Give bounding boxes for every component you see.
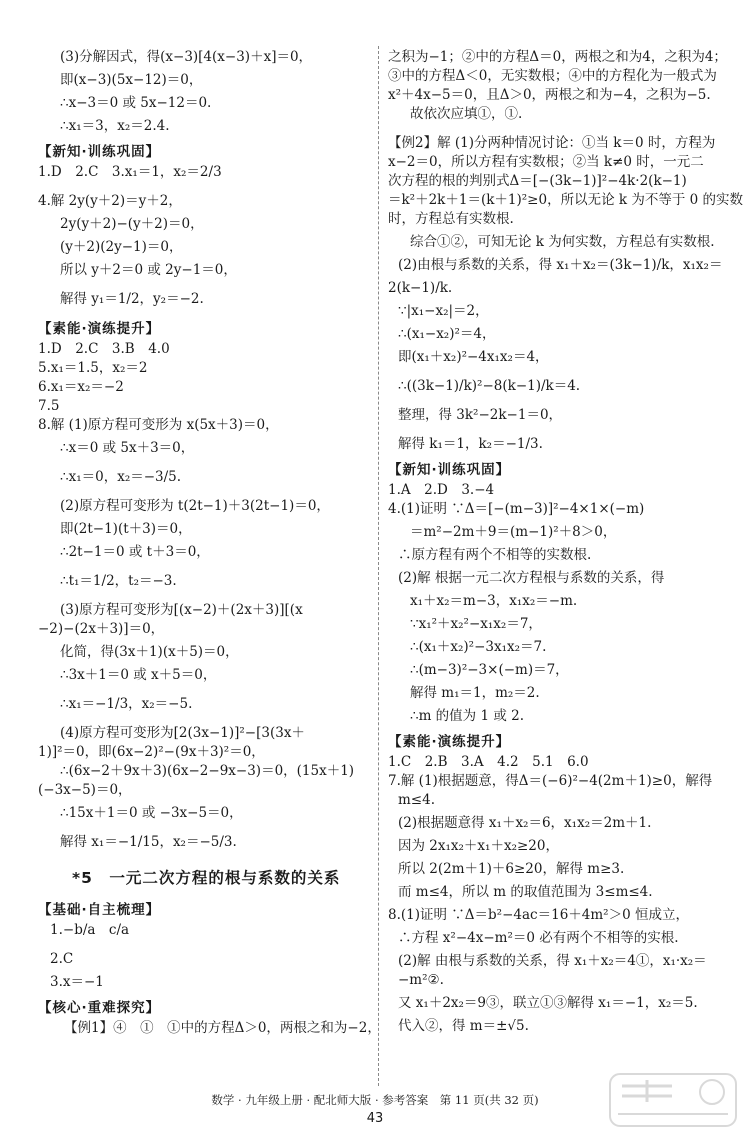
right-column bbox=[388, 48, 744, 1036]
text-line: 8.(1)证明 ∵Δ＝b²−4ac＝16＋4m²＞0 恒成立， bbox=[388, 907, 689, 923]
text-line: 1.D 2.C 3.x₁＝1，x₂＝2/3 bbox=[38, 164, 222, 180]
text-line: 1.−b/a c/a bbox=[50, 922, 130, 938]
text-line: ∴t₁＝1/2，t₂＝−3. bbox=[60, 573, 177, 589]
text-line: 3.x＝−1 bbox=[50, 974, 104, 990]
text-line: 解得 m₁＝1，m₂＝2. bbox=[410, 685, 540, 701]
text-line: 即(2t−1)(t＋3)＝0， bbox=[60, 521, 192, 537]
text-line: (−3x−5)＝0， bbox=[38, 782, 132, 798]
text-line: ∴x＝0 或 5x＋3＝0， bbox=[60, 440, 195, 456]
text-line: ③中的方程Δ＜0，无实数根；④中的方程化为一般式为 bbox=[388, 68, 717, 84]
text-line: 时，方程总有实数根. bbox=[388, 211, 514, 227]
text-line: (3)原方程可变形为[(x−2)＋(2x＋3)][(x bbox=[60, 602, 303, 618]
section-heading: 【素能·演练提升】 bbox=[38, 321, 161, 337]
text-line: (4)原方程可变形为[2(3x−1)]²−[3(3x＋ bbox=[60, 725, 305, 741]
column-divider bbox=[378, 46, 379, 1086]
text-line: ＝m²−2m＋9＝(m−1)²＋8＞0， bbox=[410, 524, 617, 540]
text-line: 1)]²＝0，即(6x−2)²−(9x＋3)²＝0， bbox=[38, 744, 265, 760]
section-heading: 【素能·演练提升】 bbox=[388, 734, 511, 750]
text-line: ∴(6x−2＋9x＋3)(6x−2−9x−3)＝0，(15x＋1) bbox=[60, 763, 355, 779]
text-line: ∴((3k−1)/k)²−8(k−1)/k＝4. bbox=[398, 378, 581, 394]
text-line: 【例1】④ ① ①中的方程Δ＞0，两根之和为−2， bbox=[64, 1020, 381, 1036]
page-footer: 数学 · 九年级上册 · 配北师大版 · 参考答案 第 11 页(共 32 页) bbox=[211, 1093, 539, 1107]
text-line: 【例2】解 (1)分两种情况讨论：①当 k＝0 时，方程为 bbox=[388, 135, 716, 151]
chapter-title: *5 一元二次方程的根与系数的关系 bbox=[72, 869, 341, 887]
text-line: 又 x₁＋2x₂＝9③，联立①③解得 x₁＝−1，x₂＝5. bbox=[398, 995, 698, 1011]
text-line: 综合①②，可知无论 k 为何实数，方程总有实数根. bbox=[410, 234, 715, 250]
section-heading: 【新知·训练巩固】 bbox=[38, 144, 161, 160]
text-line: 4.解 2y(y＋2)＝y＋2， bbox=[38, 193, 182, 209]
text-line: ∵x₁²＋x₂²−x₁x₂＝7， bbox=[410, 616, 542, 632]
text-line: x−2＝0，所以方程有实数根；②当 k≠0 时，一元二 bbox=[388, 154, 704, 170]
page-number: 43 bbox=[366, 1111, 384, 1126]
text-line: 1.A 2.D 3.−4 bbox=[388, 482, 495, 498]
text-line: 8.解 (1)原方程可变形为 x(5x＋3)＝0， bbox=[38, 417, 279, 433]
text-line: −2)−(2x＋3)]＝0， bbox=[38, 621, 165, 637]
text-line: 7.5 bbox=[38, 398, 60, 414]
text-line: ＝k²＋2k＋1＝(k＋1)²≥0，所以无论 k 为不等于 0 的实数 bbox=[388, 192, 744, 208]
text-line: x²＋4x−5＝0，且Δ＞0，两根之和为−4，之积为−5. bbox=[388, 87, 711, 103]
text-line: 次方程的根的判别式Δ＝[−(3k−1)]²−4k·2(k−1) bbox=[388, 173, 687, 189]
text-line: (2)解 根据一元二次方程根与系数的关系，得 bbox=[398, 570, 665, 586]
text-line: 解得 y₁＝1/2，y₂＝−2. bbox=[60, 291, 204, 307]
text-line: 所以 y＋2＝0 或 2y−1＝0， bbox=[60, 262, 237, 278]
text-line: ∴(x₁＋x₂)²−3x₁x₂＝7. bbox=[410, 639, 547, 655]
text-line: 2(k−1)/k. bbox=[388, 280, 453, 296]
text-line: ∴方程 x²−4x−m²＝0 必有两个不相等的实根. bbox=[398, 930, 679, 946]
text-line: 因为 2x₁x₂＋x₁＋x₂≥20， bbox=[398, 838, 559, 854]
text-line: 2y(y＋2)−(y＋2)＝0， bbox=[60, 216, 204, 232]
text-line: 所以 2(2m＋1)＋6≥20，解得 m≥3. bbox=[398, 861, 625, 877]
text-line: ∴x₁＝0，x₂＝−3/5. bbox=[60, 469, 182, 485]
text-line: 而 m≤4，所以 m 的取值范围为 3≤m≤4. bbox=[398, 884, 653, 900]
text-line: (2)由根与系数的关系，得 x₁＋x₂＝(3k−1)/k，x₁x₂＝ bbox=[398, 257, 723, 273]
text-line: ∴m 的值为 1 或 2. bbox=[410, 708, 525, 724]
text-line: 4.(1)证明 ∵Δ＝[−(m−3)]²−4×1×(−m) bbox=[388, 501, 645, 517]
text-line: (2)原方程可变形为 t(2t−1)＋3(2t−1)＝0， bbox=[60, 498, 330, 514]
text-line: ∴原方程有两个不相等的实数根. bbox=[398, 547, 592, 563]
text-line: 整理，得 3k²−2k−1＝0， bbox=[398, 407, 563, 423]
text-line: ∴3x＋1＝0 或 x＋5＝0， bbox=[60, 667, 217, 683]
text-line: 7.解 (1)根据题意，得Δ＝(−6)²−4(2m＋1)≥0，解得 bbox=[388, 773, 713, 789]
text-line: 解得 x₁＝−1/15，x₂＝−5/3. bbox=[60, 834, 237, 850]
text-line: (2)解 由根与系数的关系，得 x₁＋x₂＝4①，x₁·x₂＝ bbox=[398, 953, 707, 969]
text-line: 1.C 2.B 3.A 4.2 5.1 6.0 bbox=[388, 754, 589, 770]
left-column bbox=[38, 48, 381, 1038]
text-line: ∴(m−3)²−3×(−m)＝7， bbox=[410, 662, 569, 678]
text-line: ∵|x₁−x₂|＝2， bbox=[398, 303, 489, 319]
text-line: ∴(x₁−x₂)²＝4， bbox=[398, 326, 496, 342]
section-heading: 【核心·重难探究】 bbox=[38, 1000, 161, 1016]
text-line: 解得 k₁＝1，k₂＝−1/3. bbox=[398, 436, 543, 452]
text-line: 故依次应填①，①. bbox=[410, 106, 523, 122]
section-heading: 【新知·训练巩固】 bbox=[388, 462, 511, 478]
text-line: ∴x−3＝0 或 5x−12＝0. bbox=[60, 95, 212, 111]
text-line: 化简，得(3x＋1)(x＋5)＝0， bbox=[60, 644, 239, 660]
text-line: ∴x₁＝3，x₂＝2.4. bbox=[60, 118, 170, 134]
text-line: 6.x₁＝x₂＝−2 bbox=[38, 379, 124, 395]
text-line: 2.C bbox=[50, 951, 74, 967]
text-line: −m²②. bbox=[398, 972, 444, 988]
text-line: 即(x₁＋x₂)²−4x₁x₂＝4， bbox=[398, 349, 549, 365]
text-line: 代入②，得 m＝±√5. bbox=[398, 1018, 529, 1034]
text-line: ∴x₁＝−1/3，x₂＝−5. bbox=[60, 696, 193, 712]
text-line: m≤4. bbox=[398, 792, 435, 808]
text-line: 之积为−1；②中的方程Δ＝0，两根之和为4，之积为4； bbox=[388, 49, 727, 65]
text-line: (y＋2)(2y−1)＝0， bbox=[60, 239, 183, 255]
text-line: 即(x−3)(5x−12)＝0， bbox=[60, 72, 203, 88]
section-heading: 【基础·自主梳理】 bbox=[38, 902, 161, 918]
text-line: 5.x₁＝1.5，x₂＝2 bbox=[38, 360, 148, 376]
text-line: x₁＋x₂＝m−3，x₁x₂＝−m. bbox=[410, 593, 578, 609]
watermark-logo bbox=[608, 1072, 738, 1128]
text-line: (3)分解因式，得(x−3)[4(x−3)＋x]＝0， bbox=[60, 49, 313, 65]
text-line: (2)根据题意得 x₁＋x₂＝6，x₁x₂＝2m＋1. bbox=[398, 815, 652, 831]
text-line: ∴2t−1＝0 或 t＋3＝0， bbox=[60, 544, 210, 560]
text-line: ∴15x＋1＝0 或 −3x−5＝0， bbox=[60, 805, 243, 821]
text-line: 1.D 2.C 3.B 4.0 bbox=[38, 341, 170, 357]
